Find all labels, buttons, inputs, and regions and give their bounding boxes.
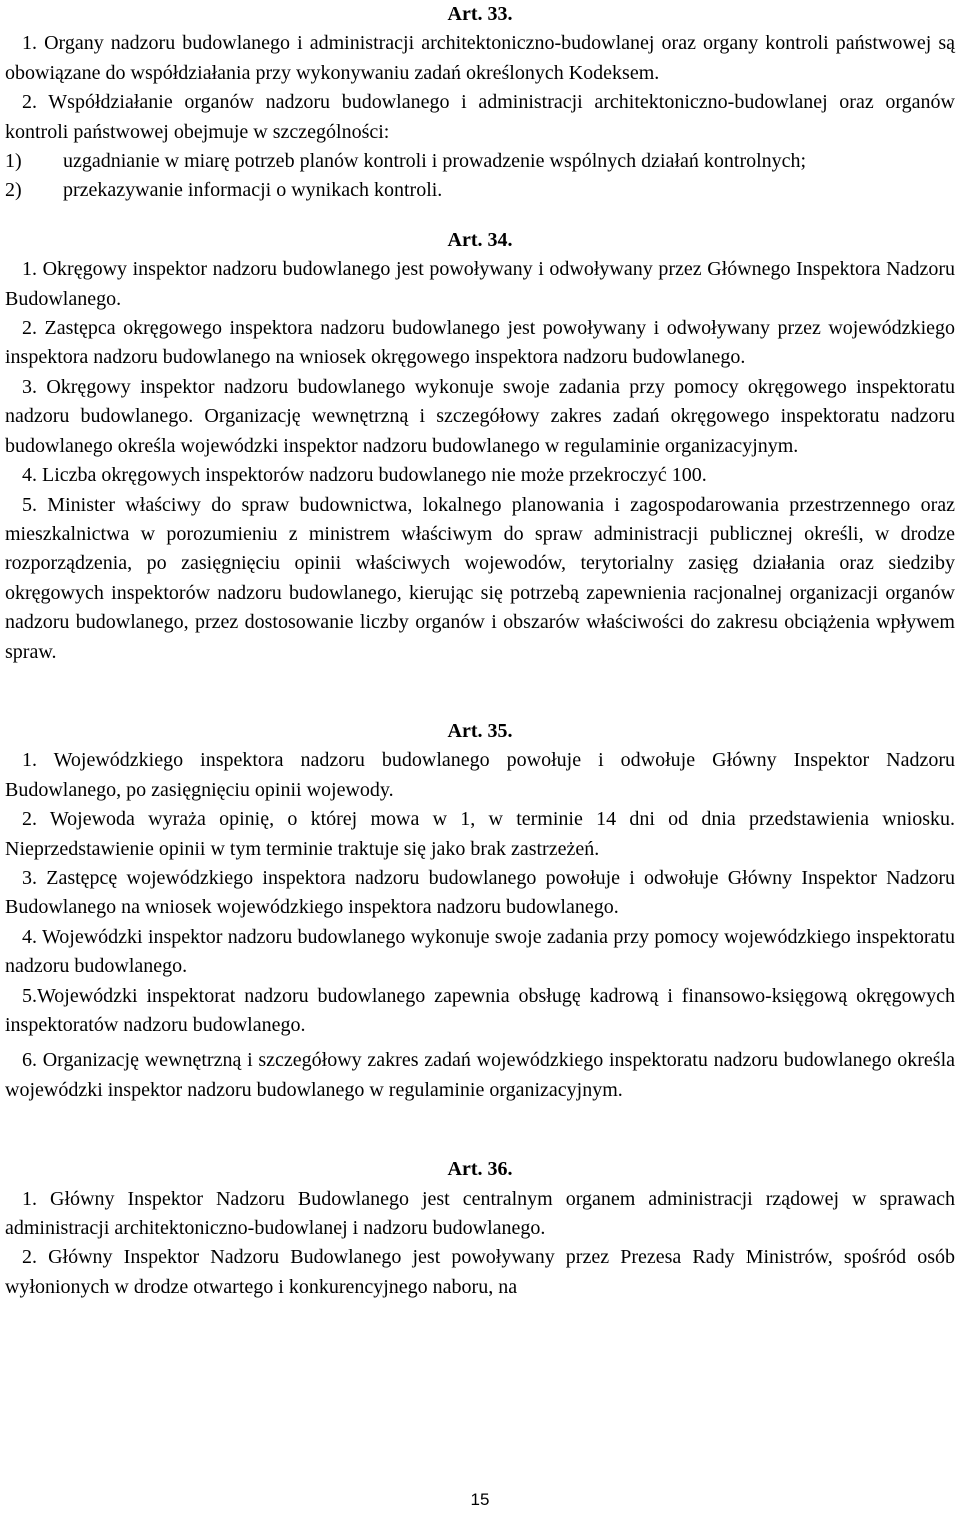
article-paragraph: 1. Wojewódzkiego inspektora nadzoru budowlanego powołuje i odwołuje Główny Inspektor Nadzoru Budowlanego, po zasięgnięciu opinii wojewody. [5,749,955,801]
article-paragraph: 2. Wojewoda wyraża opinię, o której mowa w 1, w terminie 14 dni od dnia przedstawienia wniosku. Nieprzedstawienie opinii w tym terminie traktuje się jako brak zastrzeżeń. [5,808,955,860]
list-item-text: przekazywanie informacji o wynikach kontroli. [63,179,443,202]
article-paragraph: 1. Okręgowy inspektor nadzoru budowlanego jest powoływany i odwoływany przez Głównego Inspektora Nadzoru Budowlanego. [5,258,955,310]
list-item [5,147,955,176]
list-item [5,176,955,205]
spacer [5,1105,955,1155]
article-heading: Art. 35. [447,719,513,742]
document-page [5,0,955,1302]
article-paragraph: 1. Główny Inspektor Nadzoru Budowlanego jest centralnym organem administracji rządowej w sprawach administracji architektoniczno-budowlanej i nadzoru budowlanego. [5,1187,955,1240]
article-paragraph: 2. Zastępca okręgowego inspektora nadzoru budowlanego jest powoływany i odwoływany przez wojewódzkiego inspektora nadzoru budowlanego na wniosek okręgowego inspektora nadzoru budowlanego. [5,317,955,369]
list-item-number: 1) [5,150,22,173]
article-paragraph: 4. Wojewódzki inspektor nadzoru budowlanego wykonuje swoje zadania przy pomocy wojewódzkiego inspektoratu nadzoru budowlanego. [5,925,955,978]
article-paragraph: 5. Minister właściwy do spraw budownictwa, lokalnego planowania i zagospodarowania przestrzennego oraz mieszkalnictwa w porozumieniu z ministrem właściwym do spraw administracji publicznej określi, w drodze rozporządzenia, po zasięgnięciu opinii właściwych wojewodów, terytorialny zasięg działania oraz siedziby okręgowych inspektorów nadzoru budowlanego, kierując się potrzebą zapewnienia racjonalnej organizacji organów nadzoru budowlanego, przez dostosowanie liczby organów i obszarów właściwości do zakresu obciążenia wpływem spraw. [5,493,955,663]
article-paragraph: 2. Współdziałanie organów nadzoru budowlanego i administracji architektoniczno-budowlanej oraz organów kontroli państwowej obejmuje w szczególności: [5,91,955,143]
article-paragraph: 3. Zastępcę wojewódzkiego inspektora nadzoru budowlanego powołuje i odwołuje Główny Inspektor Nadzoru Budowlanego na wniosek wojewódzkiego inspektora nadzoru budowlanego. [5,866,955,919]
article-paragraph: 1. Organy nadzoru budowlanego i administracji architektoniczno-budowlanej oraz organy kontroli państwowej są obowiązane do współdziałania przy wykonywaniu zadań określonych Kodeksem. [5,32,955,84]
article-paragraph: 6. Organizację wewnętrzną i szczegółowy zakres zadań wojewódzkiego inspektoratu nadzoru budowlanego określa wojewódzki inspektor nadzoru budowlanego w regulaminie organizacyjnym. [5,1049,955,1101]
page-number: 15 [470,1490,490,1509]
list-item-number: 2) [5,179,22,202]
article-paragraph: 2. Główny Inspektor Nadzoru Budowlanego jest powoływany przez Prezesa Rady Ministrów, spośród osób wyłonionych w drodze otwartego i konkurencyjnego naboru, na [5,1246,955,1298]
article-heading: Art. 36. [447,1158,513,1181]
list-item-text: uzgadnianie w miarę potrzeb planów kontroli i prowadzenie wspólnych działań kontrolnych; [63,150,807,173]
article-paragraph: 4. Liczba okręgowych inspektorów nadzoru budowlanego nie może przekroczyć 100. [22,464,707,487]
article-paragraph: 5.Wojewódzki inspektorat nadzoru budowlanego zapewnia obsługę kadrową i finansowo-księgową okręgowych inspektoratów nadzoru budowlanego. [5,984,955,1036]
article-heading: Art. 33. [447,3,513,25]
article-paragraph: 3. Okręgowy inspektor nadzoru budowlanego wykonuje swoje zadania przy pomocy okręgowego inspektoratu nadzoru budowlanego. Organizację wewnętrzną i szczegółowy zakres zadań okręgowego inspektoratu nadzoru budowlanego określa wojewódzki inspektor nadzoru budowlanego w regulaminie organizacyjnym. [5,375,955,457]
spacer [5,206,955,226]
article-heading: Art. 34. [447,228,513,251]
spacer [5,667,955,717]
